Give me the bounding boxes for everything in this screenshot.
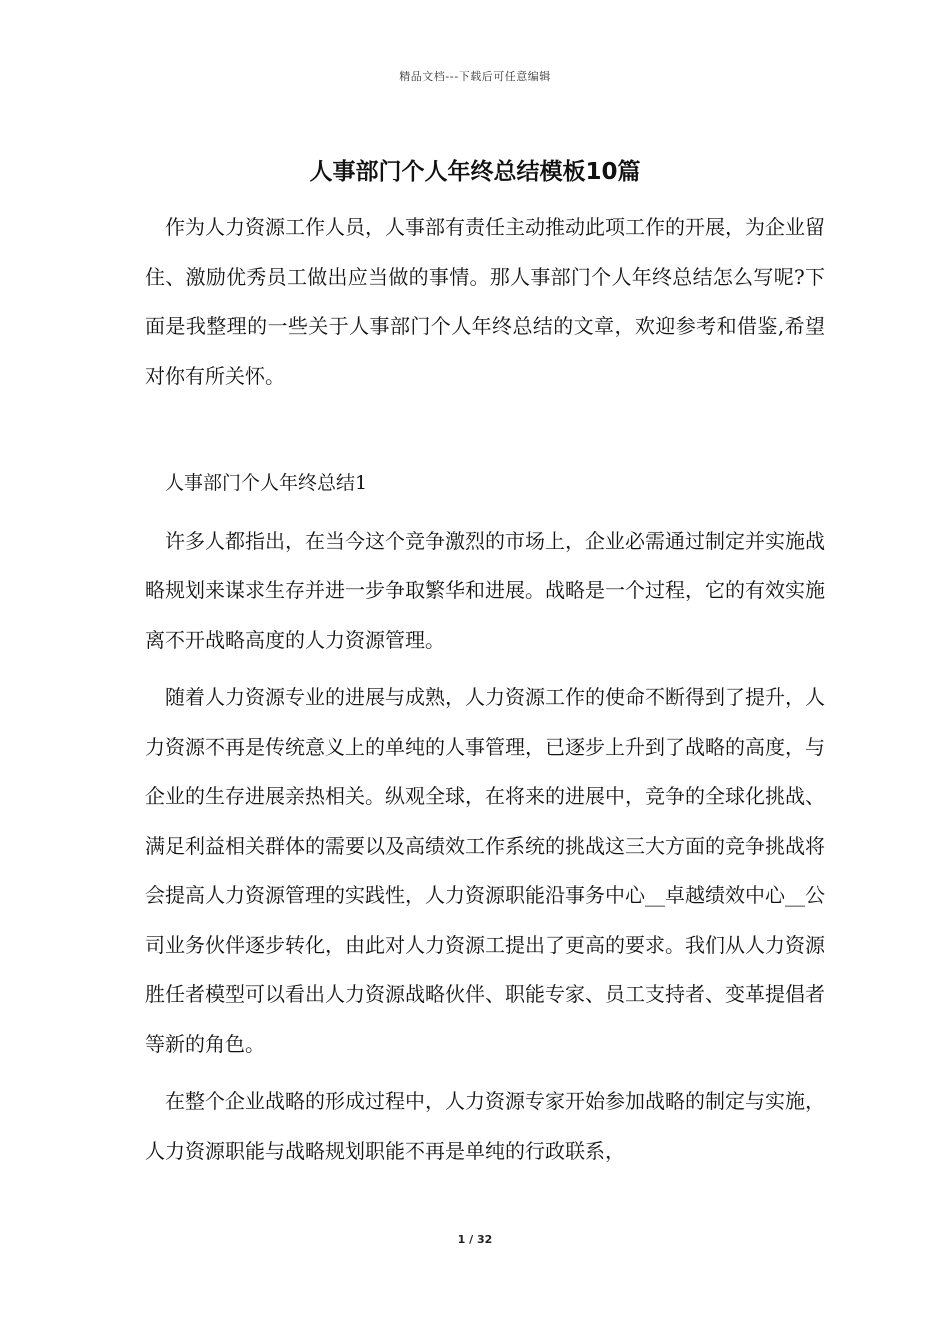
section-heading: 人事部门个人年终总结1 bbox=[165, 472, 368, 494]
document-title: 人事部门个人年终总结模板10篇 bbox=[309, 159, 641, 185]
paragraph-spacer bbox=[145, 409, 825, 459]
intro-paragraph: 作为人力资源工作人员，人事部有责任主动推动此项工作的开展，为企业留住、激励优秀员工做出应当做的事情。那人事部门个人年终总结怎么写呢?下面是我整理的一些关于人事部门个人年终总结的文章，欢迎参考和借鉴,希望对你有所关怀。 bbox=[145, 215, 825, 388]
document-body bbox=[145, 203, 825, 1184]
page-header: 精品文档---下载后可任意编辑 bbox=[399, 70, 551, 83]
body-paragraph-3: 在整个企业战略的形成过程中，人力资源专家开始参加战略的制定与实施，人力资源职能与战略规划职能不再是单纯的行政联系， bbox=[145, 1089, 825, 1163]
body-paragraph-2: 随着人力资源专业的进展与成熟，人力资源工作的使命不断得到了提升，人力资源不再是传统意义上的单纯的人事管理，已逐步上升到了战略的高度，与企业的生存进展亲热相关。纵观全球，在将来的进展中，竞争的全球化挑战、满足利益相关群体的需要以及高绩效工作系统的挑战这三大方面的竞争挑战将会提高人力资源管理的实践性，人力资源职能沿事务中心__卓越绩效中心__公司业务伙伴逐步转化，由此对人力资源工提出了更高的要求。我们从人力资源胜任者模型可以看出人力资源战略伙伴、职能专家、员工支持者、变革提倡者等新的角色。 bbox=[145, 685, 825, 1056]
page-number: 1 / 32 bbox=[457, 1233, 493, 1246]
body-paragraph-1: 许多人都指出，在当今这个竞争激烈的市场上，企业必需通过制定并实施战略规划来谋求生存并进一步争取繁华和进展。战略是一个过程，它的有效实施离不开战略高度的人力资源管理。 bbox=[145, 528, 825, 652]
